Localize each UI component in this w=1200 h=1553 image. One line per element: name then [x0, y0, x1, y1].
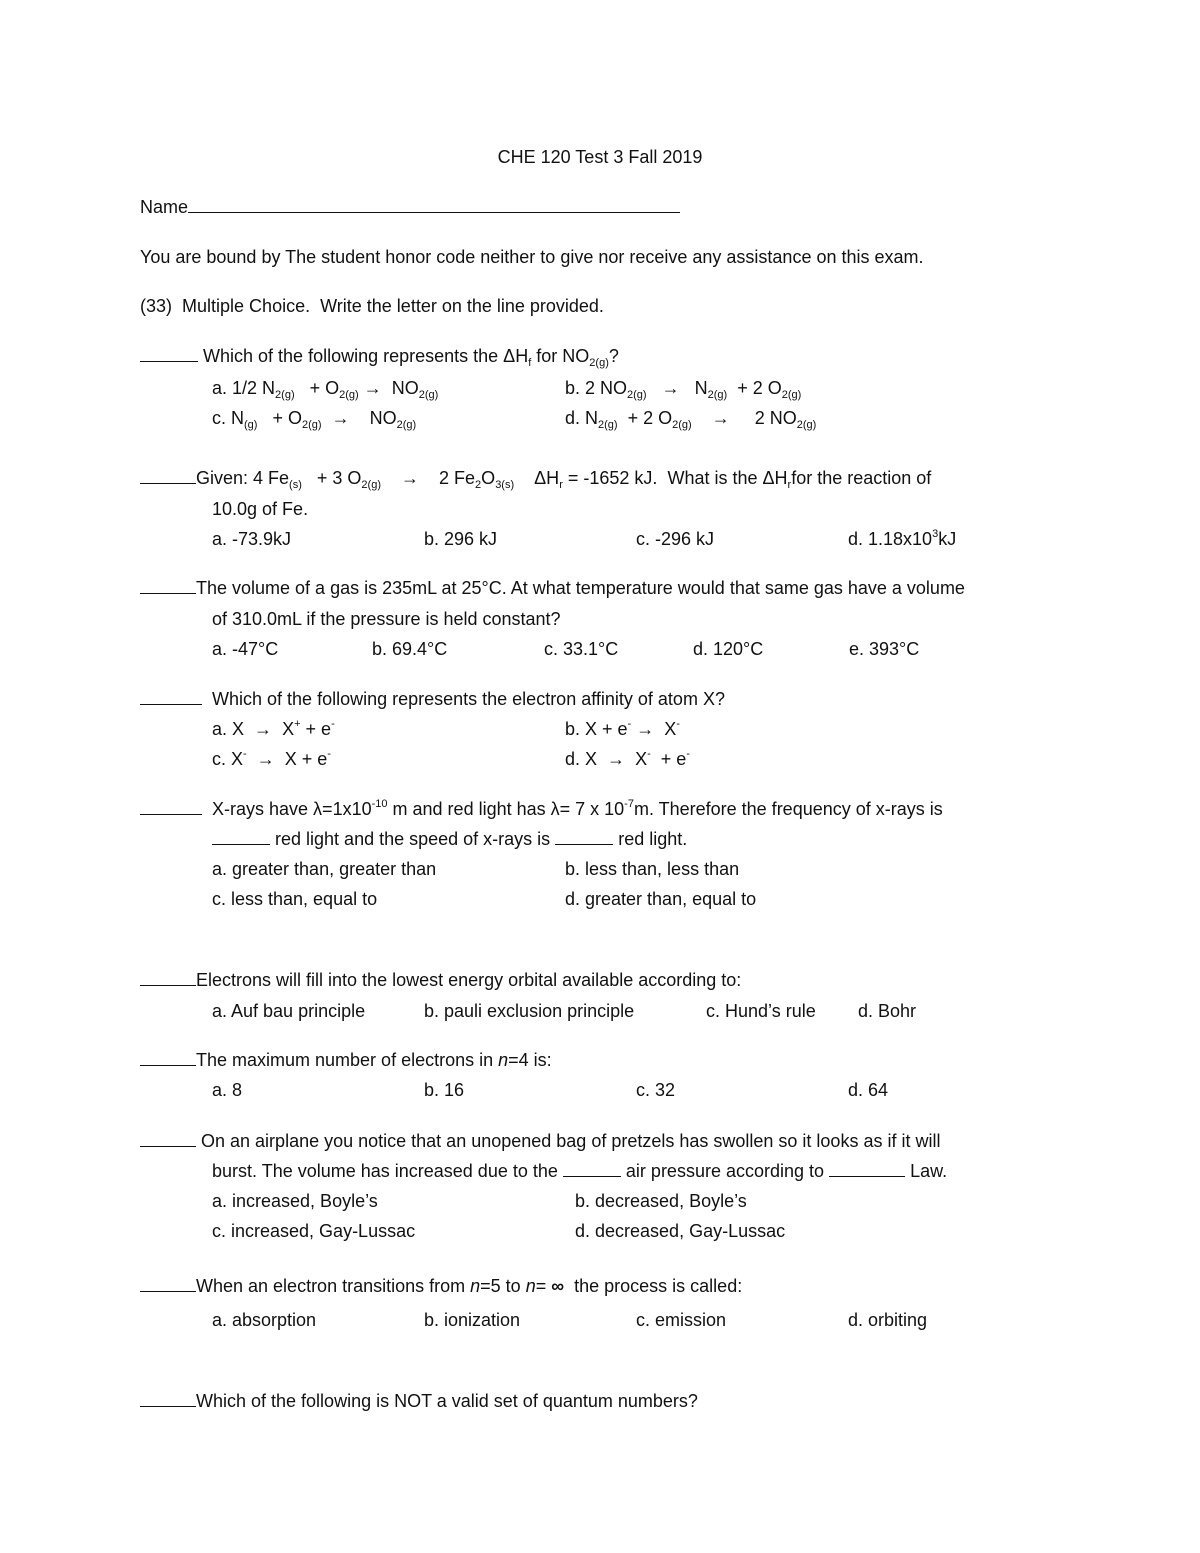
question-8-stem: On an airplane you notice that an unopened bag of pretzels has swollen so it looks as if it will: [140, 1130, 940, 1152]
page-title: CHE 120 Test 3 Fall 2019: [497, 147, 703, 167]
question-1-stem: [140, 345, 619, 367]
q4-choice-a: a. X → X+ + e-: [212, 718, 335, 739]
q8-choice-d: d. decreased, Gay-Lussac: [575, 1221, 786, 1241]
fill-blank-5a[interactable]: [212, 828, 270, 845]
q7-choice-b: b. 16: [424, 1080, 465, 1100]
q6-choice-c: c. Hund’s rule: [706, 1001, 816, 1021]
q4-choice-b: b. X + e- → X-: [565, 718, 680, 739]
q9-choice-b: b. ionization: [424, 1310, 521, 1330]
q2-choice-c: c. -296 kJ: [636, 529, 715, 549]
q1-choice-d: d. $N_{2(g)} + 2$ $O_{2(g)}$ → 2 $NO_{2(g)}$: [565, 408, 817, 431]
q1-choice-b: b. 2 $NO_{2(g)}$ → $N_{2(g)} + 2$ $O_{2(g)}$: [565, 378, 802, 401]
section-header: [140, 295, 604, 317]
arrow-icon: →: [401, 468, 419, 488]
arrow-icon: →: [254, 719, 273, 739]
arrow-icon: →: [363, 378, 382, 398]
q2-choice-b: b. 296 kJ: [424, 529, 498, 549]
q1-stem-text: Which of the following represents the ΔH: [203, 346, 529, 366]
answer-blank-3[interactable]: [140, 577, 196, 594]
question-5-stem: X-rays have $\lambda=1x10^{-10}$ m and red light has λ= 7 x $10^{-7}m$. Therefore the frequency of x-rays is: [140, 798, 943, 820]
q9-choice-a: a. absorption: [212, 1310, 317, 1330]
name-label: Name: [140, 197, 189, 217]
q3-choice-c: c. 33.1°C: [544, 639, 619, 659]
q6-choice-d: d. Bohr: [858, 1001, 917, 1021]
answer-blank-5[interactable]: [140, 798, 202, 815]
q5-choice-a: a. greater than, greater than: [212, 859, 437, 879]
fill-blank-8a[interactable]: [563, 1160, 621, 1177]
q3-choice-b: b. 69.4°C: [372, 639, 448, 659]
q4-choice-d: d. X → X- + e-: [565, 748, 690, 769]
answer-blank-10[interactable]: [140, 1390, 196, 1407]
q6-choice-a: a. Auf bau principle: [212, 1001, 366, 1021]
q7-choice-d: d. 64: [848, 1080, 889, 1100]
answer-blank-4[interactable]: [140, 688, 202, 705]
question-9-stem: When an electron transitions from n=5 to n= ∞ the process is called:: [140, 1275, 742, 1297]
fill-blank-5b[interactable]: [555, 828, 613, 845]
arrow-icon: →: [636, 719, 655, 739]
arrow-icon: →: [256, 749, 275, 769]
q1-stem-tail-sub: 2(g): [589, 357, 609, 369]
name-blank[interactable]: [188, 196, 680, 213]
section-label: Multiple Choice.: [182, 296, 311, 316]
answer-blank-7[interactable]: [140, 1049, 196, 1066]
q3-choice-a: a. -47°C: [212, 639, 279, 659]
section-instruction: Write the letter on the line provided.: [320, 296, 604, 316]
arrow-icon: →: [711, 408, 730, 428]
honor-code-text: You are bound by The student honor code neither to give nor receive any assistance on this exam.: [140, 247, 924, 267]
question-2-stem: Given: 4 $Fe_{(s)}$ + 3 $O_{2(g)}$ → 2 $Fe_2O_{3(s)}$ $\Delta H_r = -1652$ kJ. What is the $\Delta H_rfor$ the reaction of: [140, 467, 931, 489]
q4-choice-c: c. X- → X + e-: [212, 748, 331, 769]
q2-choice-d: d. $1.18x10^3kJ$: [848, 528, 957, 549]
q2-line2: 10.0g of Fe.: [212, 499, 309, 519]
arrow-icon: →: [607, 749, 626, 769]
question-7-stem: The maximum number of electrons in n=4 is:: [140, 1049, 552, 1071]
answer-blank-1[interactable]: [140, 345, 198, 362]
answer-blank-6[interactable]: [140, 969, 196, 986]
q7-choice-a: a. 8: [212, 1080, 243, 1100]
answer-blank-9[interactable]: [140, 1275, 196, 1292]
arrow-icon: →: [331, 408, 350, 428]
question-3-stem: The volume of a gas is 235mL at 25°C. At what temperature would that same gas have a volume: [140, 577, 965, 599]
answer-blank-8[interactable]: [140, 1130, 196, 1147]
q3-choice-e: e. 393°C: [849, 639, 920, 659]
infinity-symbol: ∞: [551, 1276, 565, 1296]
question-6-stem: Electrons will fill into the lowest energy orbital available according to:: [140, 969, 741, 991]
q5-choice-d: d. greater than, equal to: [565, 889, 757, 909]
name-field-row: [140, 196, 680, 218]
q1-stem-sub: f: [528, 357, 532, 369]
question-10-stem: Which of the following is NOT a valid set of quantum numbers?: [140, 1390, 698, 1412]
q3-line2: of 310.0mL if the pressure is held constant?: [212, 609, 561, 629]
fill-blank-8b[interactable]: [829, 1160, 905, 1177]
q5-choice-c: c. less than, equal to: [212, 889, 378, 909]
q8-choice-c: c. increased, Gay-Lussac: [212, 1221, 416, 1241]
section-points: (33): [140, 296, 173, 316]
q2-choice-a: a. -73.9kJ: [212, 529, 292, 549]
q9-choice-d: d. orbiting: [848, 1310, 928, 1330]
q1-stem-tail: for NO: [536, 346, 590, 366]
q5-choice-b: b. less than, less than: [565, 859, 740, 879]
question-4-stem: Which of the following represents the electron affinity of atom X?: [140, 688, 725, 710]
q1-stem-end: ?: [608, 346, 619, 366]
q8-line2: burst. The volume has increased due to the air pressure according to Law.: [212, 1161, 948, 1181]
q8-choice-a: a. increased, Boyle’s: [212, 1191, 378, 1211]
q5-line2: red light and the speed of x-rays is red light.: [212, 828, 687, 850]
q6-choice-b: b. pauli exclusion principle: [424, 1001, 635, 1021]
answer-blank-2[interactable]: [140, 467, 196, 484]
q7-choice-c: c. 32: [636, 1080, 676, 1100]
q1-choice-a: a. 1/2 $N_{2(g)}$ + $O_{2(g)} \to NO_{2(g)}$: [212, 378, 439, 401]
q3-choice-d: d. 120°C: [693, 639, 764, 659]
q1-choice-c: c. $N_{(g)}$ + $O_{2(g)}$ → $NO_{2(g)}$: [212, 408, 417, 431]
arrow-icon: →: [661, 378, 680, 398]
q8-choice-b: b. decreased, Boyle’s: [575, 1191, 747, 1211]
q9-choice-c: c. emission: [636, 1310, 727, 1330]
